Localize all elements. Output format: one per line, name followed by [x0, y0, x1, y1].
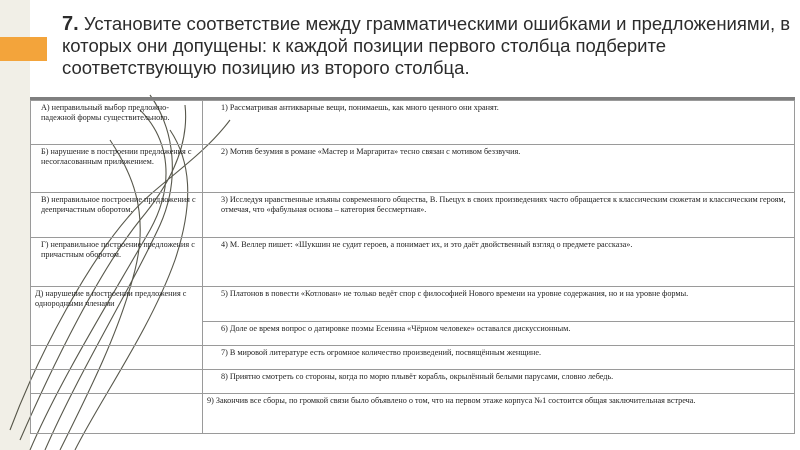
sentence-2-text: 2) Мотив безумия в романе «Мастер и Маргарита» тесно связан с мотивом беззвучия.	[221, 147, 521, 156]
error-v-text: В) неправильное построение предложения с деепричастным оборотом.	[41, 195, 196, 214]
sentence-cell-6	[203, 322, 795, 346]
sentence-cell-4	[203, 238, 795, 287]
table-row	[31, 346, 795, 370]
error-cell-a	[31, 101, 203, 145]
sentence-cell-1	[203, 101, 795, 145]
sentence-cell-2	[203, 145, 795, 193]
error-cell-b	[31, 145, 203, 193]
task-title	[62, 13, 792, 79]
sentence-cell-8	[203, 370, 795, 394]
sentence-cell-9	[203, 394, 795, 434]
error-cell-g	[31, 238, 203, 287]
sentence-1-text: 1) Рассматривая антикварные вещи, понимаешь, как много ценного они хранят.	[221, 103, 499, 112]
empty-left-cell	[31, 346, 203, 370]
table-row	[31, 193, 795, 238]
sentence-5-text: 5) Платонов в повести «Котлован» не только ведёт спор с философией Нового времени на уровне содержания, но и на уровне формы.	[221, 289, 689, 298]
sentence-4-text: 4) М. Веллер пишет: «Шукшин не судит героев, а понимает их, и это даёт двойственный взгляд о предмете рассказа».	[221, 240, 633, 249]
table-row	[31, 287, 795, 322]
sentence-3-text: 3) Исследуя нравственные изъяны современного общества, В. Пьецух в своих произведениях часто обращается к классическим сюжетам и классическим героям, отмечая, что «фабульная основа – категория бессмертная».	[221, 195, 786, 214]
title-accent-bar	[0, 37, 47, 61]
sentence-8-text: 8) Приятно смотреть со стороны, когда по морю плывёт корабль, окрылённый белыми парусами, словно лебедь.	[221, 372, 614, 381]
task-number: 7.	[62, 13, 79, 35]
sentence-7-text: 7) В мировой литературе есть огромное количество произведений, посвящённым женщине.	[221, 348, 542, 357]
error-cell-v	[31, 193, 203, 238]
matching-table-container	[30, 97, 795, 450]
error-b-text: Б) нарушение в построении предложения с несогласованным приложением.	[41, 147, 192, 166]
error-cell-d	[31, 287, 203, 346]
table-row	[31, 238, 795, 287]
task-text: Установите соответствие между грамматическими ошибками и предложениями, в которых они допущены: к каждой позиции первого столбца подберите соответствующую позицию из второго столбца.	[62, 13, 791, 78]
table-row	[31, 101, 795, 145]
sentence-9-text: 9) Закончив все сборы, по громкой связи было объявлено о том, что на первом этаже корпуса №1 состоится общая заключительная встреча.	[207, 396, 696, 405]
sentence-cell-5	[203, 287, 795, 322]
empty-left-cell	[31, 394, 203, 434]
table-row	[31, 145, 795, 193]
error-g-text: Г) неправильное построение предложения с причастным оборотом.	[41, 240, 195, 259]
sentence-cell-3	[203, 193, 795, 238]
sentence-cell-7	[203, 346, 795, 370]
matching-table	[30, 100, 795, 434]
empty-left-cell	[31, 370, 203, 394]
error-d-text: Д) нарушение в построении предложения с однородными членами	[35, 289, 187, 308]
table-row	[31, 394, 795, 434]
table-row	[31, 370, 795, 394]
sentence-6-text: 6) Доле ое время вопрос о датировке поэмы Есенина «Чёрном человеке» оставался дискуссионным.	[221, 324, 571, 333]
error-a-text: А) неправильный выбор предложно-падежной формы существительного.	[41, 103, 170, 122]
left-margin-panel	[0, 0, 30, 450]
